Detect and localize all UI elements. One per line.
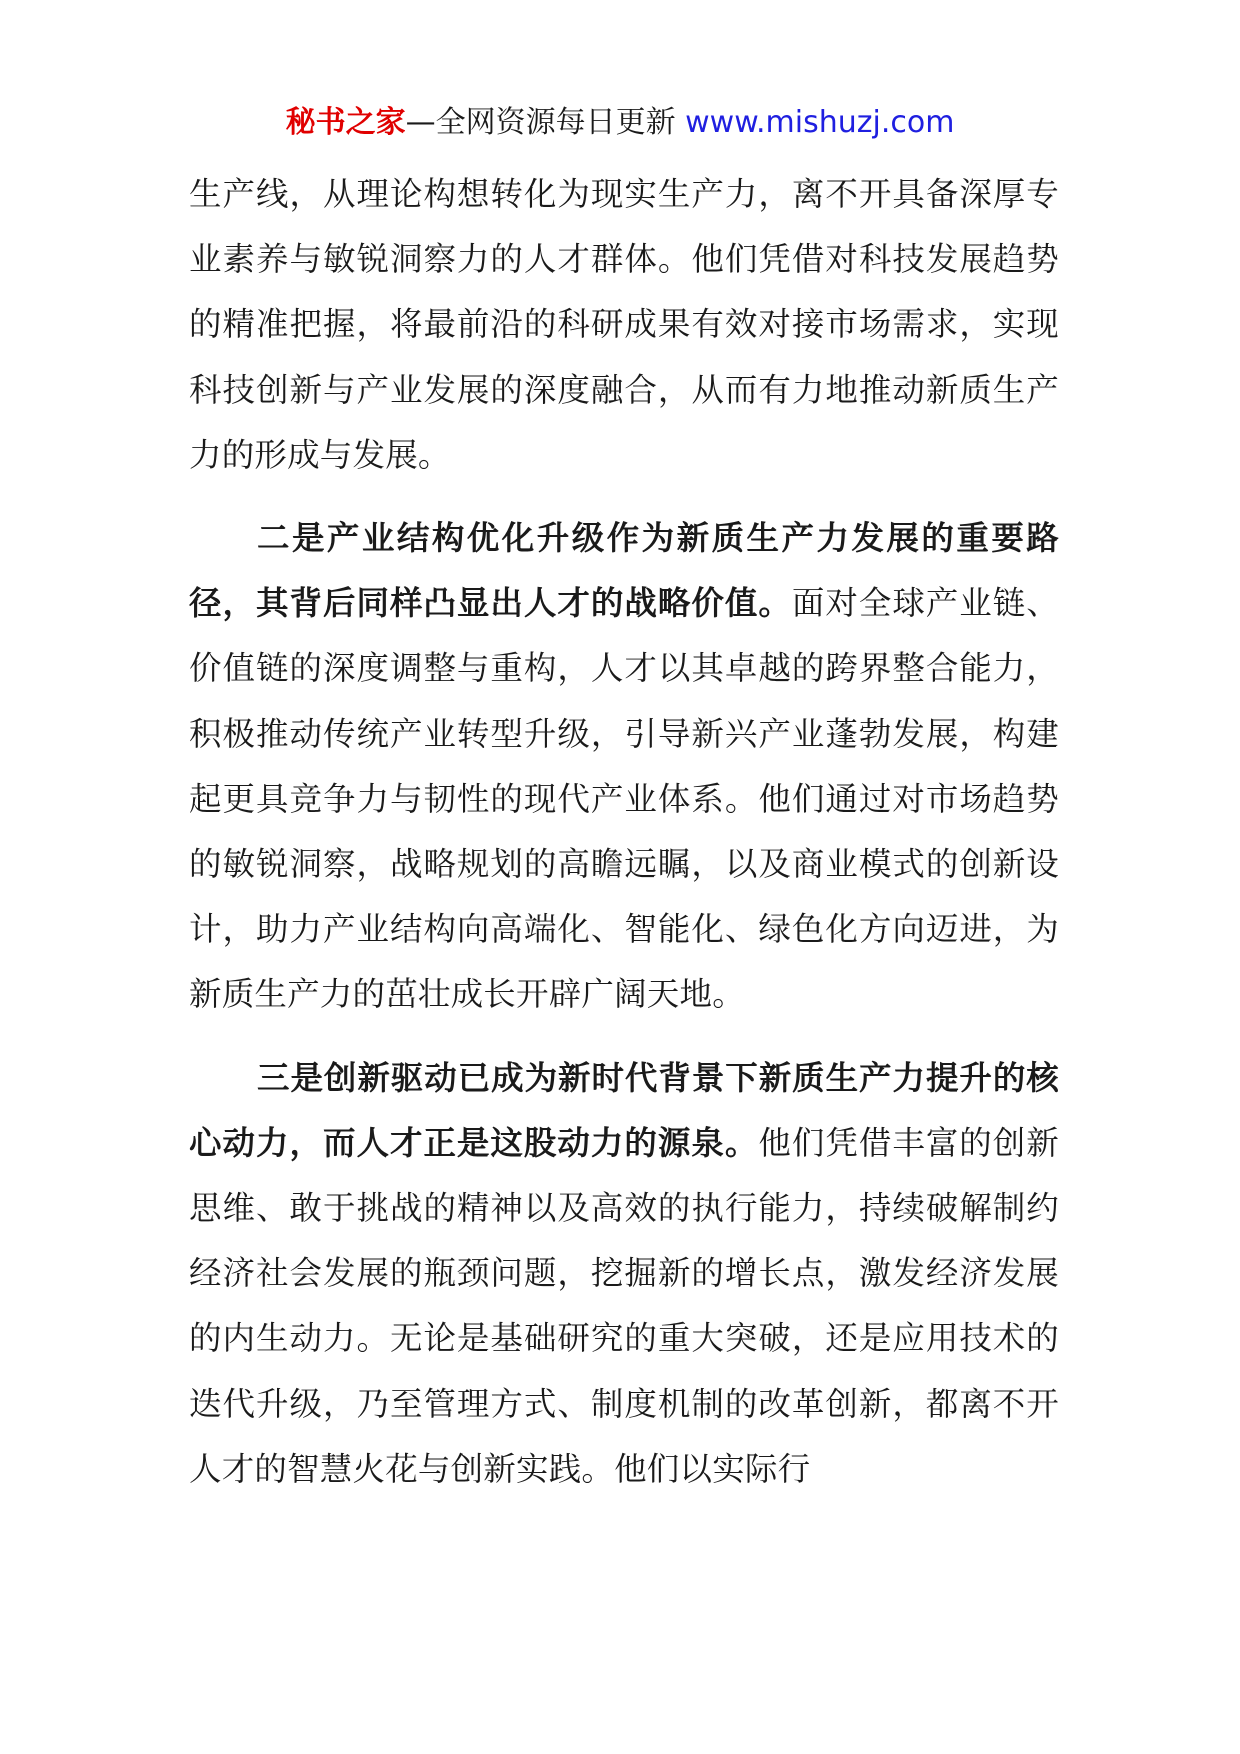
- watermark-header: [0, 103, 1240, 143]
- site-url-link[interactable]: www.mishuzj.com: [685, 105, 955, 140]
- paragraph-2-text: 面对全球产业链、价值链的深度调整与重构，人才以其卓越的跨界整合能力，积极推动传统产业转型升级，引导新兴产业蓬勃发展，构建起更具竞争力与韧性的现代产业体系。他们通过对市场趋势的敏锐洞察，战略规划的高瞻远瞩，以及商业模式的创新设计，助力产业结构向高端化、智能化、绿色化方向迈进，为新质生产力的茁壮成长开辟广阔天地。: [189, 584, 1059, 1014]
- paragraph-1-text: 生产线，从理论构想转化为现实生产力，离不开具备深厚专业素养与敏锐洞察力的人才群体。他们凭借对科技发展趋势的精准把握，将最前沿的科研成果有效对接市场需求，实现科技创新与产业发展的深度融合，从而有力地推动新质生产力的形成与发展。: [189, 175, 1059, 474]
- header-tagline: —全网资源每日更新: [405, 105, 676, 140]
- paragraph-3-text: 他们凭借丰富的创新思维、敢于挑战的精神以及高效的执行能力，持续破解制约经济社会发展的瓶颈问题，挖掘新的增长点，激发经济发展的内生动力。无论是基础研究的重大突破，还是应用技术的迭代升级，乃至管理方式、制度机制的改革创新，都离不开人才的智慧火花与创新实践。他们以实际行: [189, 1123, 1059, 1488]
- brand-name: 秘书之家: [285, 105, 406, 140]
- paragraph-3-heading: 三是创新驱动已成为新时代背景下新质生产力提升的核心动力，而人才正是这股动力的源泉。: [189, 1058, 1059, 1162]
- document-body: [189, 162, 1059, 1502]
- paragraph-3: [189, 1046, 1059, 1502]
- paragraph-2: [189, 506, 1059, 1028]
- paragraph-2-heading: 二是产业结构优化升级作为新质生产力发展的重要路径，其背后同样凸显出人才的战略价值。: [189, 519, 1059, 623]
- paragraph-1: [189, 162, 1059, 488]
